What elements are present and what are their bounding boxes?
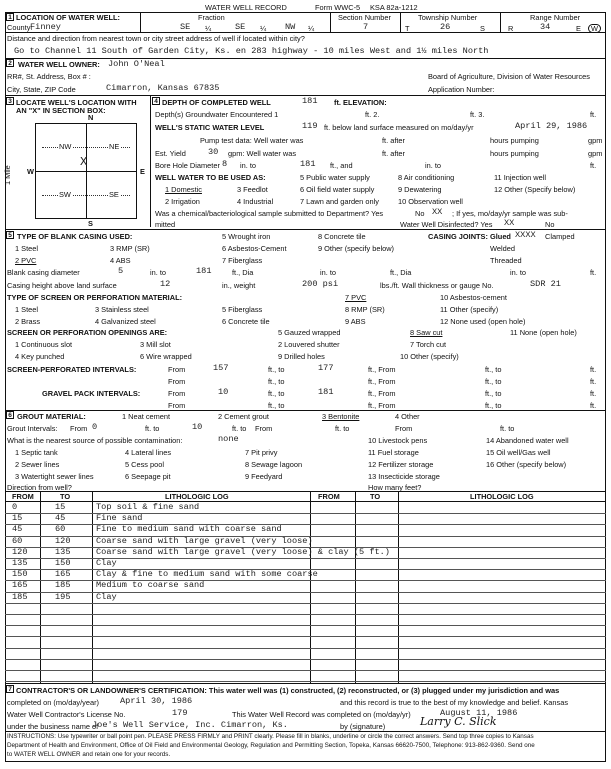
sample-no-value: XX	[432, 207, 443, 217]
form-title: WATER WELL RECORD	[205, 3, 287, 12]
log-to-cell: 150	[55, 558, 71, 568]
log-description-cell: Coarse sand with large gravel (very loose)	[96, 535, 313, 546]
log-row-divider	[5, 603, 606, 604]
completed-label: completed on (mo/day/year)	[7, 698, 100, 707]
range-w-circled: W	[588, 24, 601, 33]
contamination-label: What is the nearest source of possible contamination:	[7, 436, 183, 445]
distance-label: Distance and direction from nearest town or city street address of well if located within city?	[7, 34, 305, 43]
contamination-value: none	[218, 434, 239, 444]
log-header-lithologic: LITHOLOGIC LOG	[165, 492, 229, 501]
fraction-q3: NW	[285, 22, 296, 32]
log-row-divider	[5, 625, 606, 626]
application-label: Application Number:	[428, 85, 495, 94]
how-many-feet-label: How many feet?	[368, 483, 422, 492]
casing-type-label: TYPE OF BLANK CASING USED:	[17, 232, 133, 241]
pump-test-label: Pump test data: Well water was	[200, 136, 304, 145]
casing-height-label: Casing height above land surface	[7, 281, 117, 290]
grout-bentonite-selected: 3 Bentonite	[322, 412, 360, 421]
gravel-pack-label: GRAVEL PACK INTERVALS:	[42, 389, 141, 398]
section-number-label: Section Number	[338, 13, 391, 22]
log-description-cell: Fine to medium sand with coarse sand	[96, 524, 282, 535]
log-from-cell: 15	[12, 513, 23, 524]
location-label: LOCATION OF WATER WELL:	[16, 13, 120, 22]
log-to-cell: 195	[55, 591, 71, 602]
casing-to-value: 181	[196, 266, 212, 276]
locate-title-2: AN "X" IN SECTION BOX:	[16, 106, 106, 115]
owner-value: John O'Neal	[108, 59, 165, 69]
log-row-divider	[5, 659, 606, 660]
range-label: Range Number	[530, 13, 581, 22]
log-description-cell: Fine sand	[96, 513, 143, 524]
screen-pvc-selected: 7 PVC	[345, 293, 367, 302]
casing-weight-value: 200 psi	[302, 279, 339, 289]
perforated-intervals-label: SCREEN-PERFORATED INTERVALS:	[7, 365, 137, 374]
range-value: 34	[540, 22, 551, 32]
section-number-value: 7	[363, 22, 369, 32]
log-description-cell: Medium to coarse sand	[96, 580, 205, 591]
log-description-cell: Clay	[96, 558, 117, 568]
depth-label: DEPTH OF COMPLETED WELL	[162, 98, 271, 107]
casing-joints-value: XXXX	[515, 230, 536, 240]
section-number-2: 2	[6, 59, 14, 67]
county-label: County:	[7, 23, 33, 32]
section-number-7: 7	[6, 685, 14, 693]
section-number-6: 6	[6, 411, 14, 419]
groundwater-label: Depth(s) Groundwater Encountered 1	[155, 110, 279, 119]
fraction-q1: SE	[180, 22, 191, 32]
casing-pvc-selected: 2 PVC	[15, 256, 37, 265]
perf-to-value: 177	[318, 363, 334, 373]
log-from-cell: 60	[12, 535, 23, 546]
disinfected-label: Water Well Disinfected? Yes	[400, 220, 493, 229]
city-value: Cimarron, Kansas 67835	[106, 83, 220, 93]
license-value: 179	[172, 708, 188, 718]
section-number-5: 5	[6, 231, 14, 239]
log-from-cell: 0	[12, 502, 18, 512]
log-to-cell: 165	[55, 569, 71, 580]
grout-to-value: 10	[192, 422, 203, 432]
log-description-cell: Coarse sand with large gravel (very loose) & clay (5 ft.)	[96, 546, 390, 557]
completed-value: April 30, 1986	[120, 696, 193, 706]
log-row-divider	[5, 670, 606, 671]
township-label: Township Number	[418, 13, 478, 22]
section-number-3: 3	[6, 97, 14, 105]
record-date-value: August 11, 1986	[440, 708, 518, 718]
log-header-to: TO	[60, 492, 71, 501]
log-row-divider	[5, 648, 606, 649]
log-description-cell: Top soil & fine sand	[96, 502, 200, 512]
county-value: Finney	[30, 22, 61, 32]
section-number-1: 1	[6, 13, 14, 21]
use-domestic-selected: 1 Domestic	[165, 185, 202, 194]
license-label: Water Well Contractor's License No.	[7, 710, 126, 719]
log-from-cell: 135	[12, 558, 28, 568]
contractor-signature: Larry C. Slick	[420, 715, 497, 728]
static-level-date: April 29, 1986	[515, 121, 588, 131]
address-label: RR#, St. Address, Box # :	[7, 72, 91, 81]
static-level-label: WELL'S STATIC WATER LEVEL	[155, 123, 265, 132]
casing-joints-label: CASING JOINTS: Glued	[428, 232, 511, 241]
log-from-cell: 120	[12, 546, 28, 557]
certification-text: CONTRACTOR'S OR LANDOWNER'S CERTIFICATION: This water well was (1) constructed, (2) reconstructed, or (3) plugged under my jurisdiction and was	[16, 686, 560, 695]
business-value: Joe's Well Service, Inc. Cimarron, Ks.	[92, 720, 288, 730]
bore-label: Bore Hole Diameter	[155, 161, 220, 170]
business-label: under the business name of	[7, 722, 99, 731]
bore-value: 8	[222, 159, 228, 169]
board-label: Board of Agriculture, Division of Water Resources	[428, 72, 590, 81]
fraction-q2: SE	[235, 22, 246, 32]
log-row-divider	[5, 614, 606, 615]
sample-question: Was a chemical/bacteriological sample submitted to Department? Yes	[155, 209, 384, 218]
city-label: City, State, ZIP Code	[7, 85, 76, 94]
instructions-line-1: INSTRUCTIONS: Use typewriter or ball point pen. PLEASE PRESS FIRMLY and PRINT clearly. Please fill in blanks, underline or circle the correct answers. Send top three copies to Kansas	[7, 733, 534, 740]
log-to-cell: 60	[55, 524, 66, 535]
use-label: WELL WATER TO BE USED AS:	[155, 173, 266, 182]
log-to-cell: 135	[55, 546, 71, 557]
gravel-from-value: 10	[218, 387, 229, 397]
grout-from-value: 0	[92, 422, 98, 432]
static-level-value: 119	[302, 121, 318, 131]
disinfected-value: XX	[504, 218, 515, 228]
log-header-from: FROM	[12, 492, 34, 501]
yield-label: Est. Yield	[155, 149, 186, 158]
log-row-divider	[5, 636, 606, 637]
yield-value: 30	[208, 147, 219, 157]
water-well-record-form: WATER WELL RECORD Form WWC-5 KSA 82a-1212 1 LOCATION OF WATER WELL: County: Finney Fraction SE ¼ SE ¼ NW ¼ Section Number 7 Township Number T 26 S Range Number R 34 E W Distance and direction from nearest town or city street address of well if located within city? Go to Channel 11 South of Garden City, Ks. en 283 highway - 10 miles West and 1½ miles North 2 WATER WELL OWNER: John O'Neal RR#, St. Address, Box # : Board of Agriculture, Division of Water Resources City, State, ZIP Code Cimarron, Kansas 67835 Application Number: 3 LOCATE WELL'S LOCATION WITH AN "X" IN SECTION BOX: N S W E NW NE SW SE X 1 Mile 4 DEPTH OF COMPLETED WELL 181 ft. ELEVATION: Depth(s) Groundwater Encountered 1 ft. 2. ft. 3. ft. WELL'S STATIC WATER LEVEL 119 ft. below land surface measured on mo/day/yr April 29, 1986 Pump test data: Well water was ft. after hours pumping gpm Est. Yield 30 gpm: Well water was ft. after hours pumping gpm Bore Hole Diameter 8 in. to 181 ft., and in. to ft. WELL WATER TO BE USED AS: 5 Public water supply 8 Air conditioning 11 Injection well 1 Domestic 3 Feedlot 6 Oil field water supply 9 Dewatering 12 Other (Specify below) 2 Irrigation 4 Industrial 7 Lawn and garden only 10 Observation well Was a chemical/bacteriological sample submitted to Department? Yes No XX ; If yes, mo/day/yr sample was sub- mitted Water Well Disinfected? Yes XX No 5 TYPE OF BLANK CASING USED: 5 Wrought iron 8 Concrete tile CASING JOINTS: Glued XXXX Clamped 1 Steel 3 RMP (SR) 6 Asbestos-Cement 9 Other (specify below) Welded 2 PVC 4 ABS 7 Fiberglass Threaded Blank casing diameter 5 in. to 181 ft., Dia in. to ft., Dia in. to ft. Casing height above land surface 12 in., weight 200 psi lbs./ft. Wall thickness or gauge No. SDR 21 TYPE OF SCREEN OR PERFORATION MATERIAL: 7 PVC 10 Asbestos-cement 1 Steel 3 Stainless steel 5 Fiberglass 8 RMP (SR) 11 Other (specify) 2 Brass 4 Galvanized steel 6 Concrete tile 9 ABS 12 None used (open hole) SCREEN OR PERFORATION OPENINGS ARE: 5 Gauzed wrapped 8 Saw cut 11 None (open hole) 1 Continuous slot 3 Mill slot 2 Louvered shutter 7 Torch cut 4 Key punched 6 Wire wrapped 9 Drilled holes 10 Other (specify) SCREEN-PERFORATED INTERVALS: From 157 ft., to 177 ft., From ft., to ft. From ft., to ft., From ft., to ft. GRAVEL PACK INTERVALS: From 10 ft., to 181 ft., From ft., to ft. From ft., to ft., From ft., to ft. 6 GROUT MATERIAL: 1 Neat cement 2 Cement grout 3 Bentonite 4 Other Grout Intervals: From 0 ft. to 10 ft. to From ft. to From ft. to What is the nearest source of possible contamination: none 10 Livestock pens 14 Abandoned water well 1 Septic tank 4 Lateral lines 7 Pit privy 11 Fuel storage 15 Oil well/Gas well 2 Sewer lines 5 Cess pool 8 Sewage lagoon 12 Fertilizer storage 16 Other (specify below) 3 Watertight sewer lines 6 Seepage pit 9 Feedyard 13 Insecticide storage Direction from well? How many feet? FROM TO LITHOLOGIC LOG FROM TO LITHOLOGIC LOG 0 15 Top soil & fine sand 15 45 Fine sand 45 60 Fine to medium sand with coarse sand 60 120 Coarse sand with large gravel (very loose) 120 135 Coarse sand with large gravel (very loose) & clay (5 ft.) 135 150 Clay 150 165 Clay & fine to medium sand with some coarse 165 185 Medium to coarse sand 185 195 Clay 7 CONTRACTOR'S OR LANDOWNER'S CERTIFICATION: This water well was (1) constructed, (2) reconstructed, or (3) plugged under my jurisdiction and was completed on (mo/day/year) April 30, 1986 and this record is true to the best of my knowledge and belief. Kansas Water Well Contractor's License No. 179 This Water Well Record was completed on (mo/day/yr) August 11, 1986 under the business name of Joe's Well Service, Inc. Cimarron, Ks. by (signature) Larry C. Slick INSTRUCTIONS: Use typewriter or ball point pen. PLEASE PRESS FIRMLY and PRINT clearly. Please fill in blanks, underline or circle the correct answers. Send top three copies to Kansas Department of Health and Environment, Office of Oil Field and Environmental Geology, Regulation and Permitting Section, Topeka, Kansas 66620-7500, Telephone: 913-862-9360. Send one to WATER WELL OWNER and retain one for your records.	[0, 0, 611, 769]
distance-value: Go to Channel 11 South of Garden City, Ks. en 283 highway - 10 miles West and 1½ miles North	[14, 46, 489, 56]
casing-diameter-label: Blank casing diameter	[7, 268, 80, 277]
openings-label: SCREEN OR PERFORATION OPENINGS ARE:	[7, 328, 168, 337]
screen-material-label: TYPE OF SCREEN OR PERFORATION MATERIAL:	[7, 293, 183, 302]
depth-value: 181	[302, 96, 318, 106]
well-location-x: X	[80, 155, 88, 169]
instructions-line-2: Department of Health and Environment, Office of Oil Field and Environmental Geology, Regulation and Permitting Section, Topeka, Kansas 66620-7500, Telephone: 913-862-9360. Send one	[7, 742, 535, 749]
mile-label: 1 Mile	[3, 165, 12, 185]
owner-label: WATER WELL OWNER:	[18, 60, 100, 69]
log-description-cell: Clay	[96, 591, 117, 602]
gravel-to-value: 181	[318, 387, 334, 397]
casing-height-value: 12	[160, 279, 171, 289]
log-to-cell: 185	[55, 580, 71, 591]
log-from-cell: 150	[12, 569, 28, 580]
log-to-cell: 45	[55, 513, 66, 524]
direction-label: Direction from well?	[7, 483, 72, 492]
fraction-label: Fraction	[198, 13, 225, 22]
log-from-cell: 45	[12, 524, 23, 535]
casing-diameter-value: 5	[118, 266, 124, 276]
log-to-cell: 120	[55, 535, 71, 546]
perf-from-value: 157	[213, 363, 229, 373]
form-number: Form WWC-5	[315, 3, 361, 12]
township-value: 26	[440, 22, 451, 32]
instructions-line-3: to WATER WELL OWNER and retain one for your records.	[7, 751, 171, 758]
opening-saw-cut-selected: 8 Saw cut	[410, 328, 443, 337]
ksa-reference: KSA 82a-1212	[370, 3, 418, 12]
grout-material-label: GROUT MATERIAL:	[17, 412, 86, 421]
log-from-cell: 165	[12, 580, 28, 591]
wall-thickness-value: SDR 21	[530, 279, 561, 289]
range-e: E	[576, 24, 581, 33]
log-to-cell: 15	[55, 502, 66, 512]
locate-title-1: LOCATE WELL'S LOCATION WITH	[16, 98, 137, 107]
section-number-4: 4	[152, 97, 160, 105]
log-description-cell: Clay & fine to medium sand with some coarse	[96, 569, 318, 580]
grout-intervals-label: Grout Intervals:	[7, 424, 58, 433]
bore-to-value: 181	[300, 159, 316, 169]
log-from-cell: 185	[12, 591, 28, 602]
